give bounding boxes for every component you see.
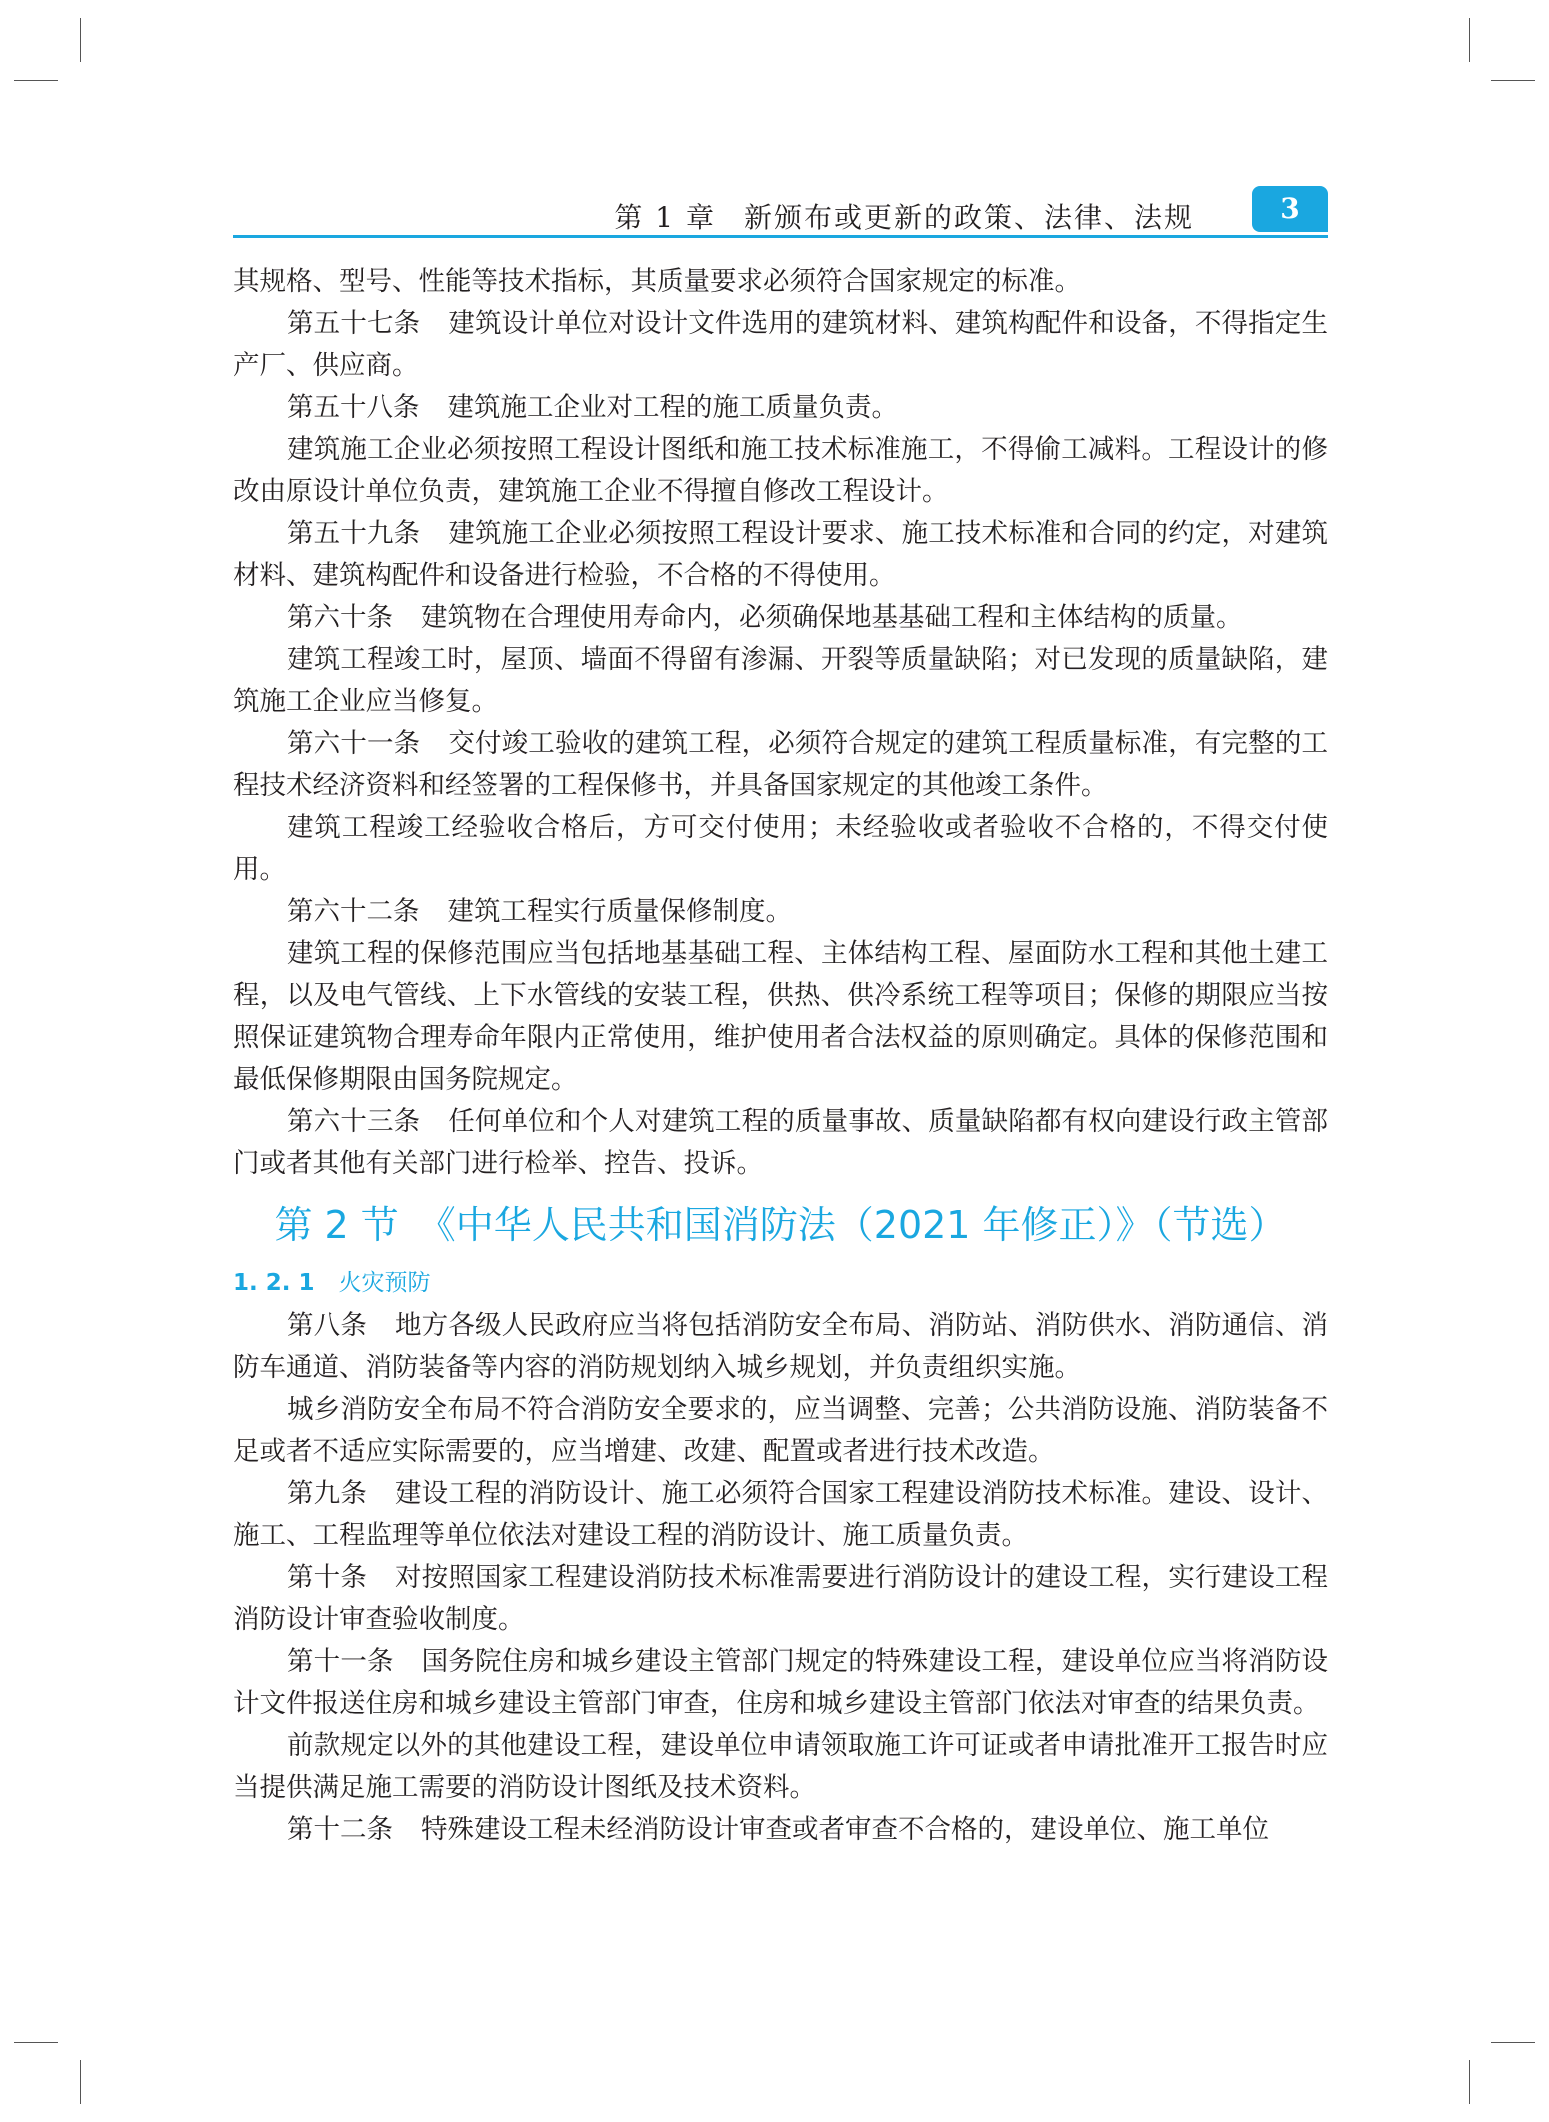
paragraph: [233, 387, 1328, 429]
paragraph-text: 城乡消防安全布局不符合消防安全要求的，应当调整、完善；公共消防设施、消防装备不足或者不适应实际需要的，应当增建、改建、配置或者进行技术改造。: [233, 1394, 1328, 1467]
paragraph-text: 国务院住房和城乡建设主管部门规定的特殊建设工程，建设单位应当将消防设计文件报送住房和城乡建设主管部门审查，住房和城乡建设主管部门依法对审查的结果负责。: [233, 1646, 1329, 1719]
paragraph: [233, 303, 1328, 387]
paragraph: [233, 1809, 1328, 1851]
paragraph-text: 对按照国家工程建设消防技术标准需要进行消防设计的建设工程，实行建设工程消防设计审查验收制度。: [233, 1562, 1329, 1635]
running-header: [233, 186, 1328, 238]
article-number: 第五十七条: [287, 308, 421, 339]
page-body: [233, 261, 1328, 1851]
crop-mark: [1469, 2060, 1470, 2104]
paragraph: [233, 261, 1328, 303]
paragraph-text: 建筑物在合理使用寿命内，必须确保地基基础工程和主体结构的质量。: [421, 602, 1243, 633]
section-title: 第 2 节 《中华人民共和国消防法（2021 年修正）》（节选）: [274, 1203, 1287, 1247]
paragraph: [233, 1725, 1328, 1809]
article-number: 第十二条: [287, 1814, 393, 1845]
paragraph: [233, 723, 1328, 807]
paragraph: [233, 1101, 1328, 1185]
paragraph-text: 特殊建设工程未经消防设计审查或者审查不合格的，建设单位、施工单位: [421, 1814, 1269, 1845]
paragraph-text: 建设工程的消防设计、施工必须符合国家工程建设消防技术标准。建设、设计、施工、工程监理等单位依法对建设工程的消防设计、施工质量负责。: [233, 1478, 1329, 1551]
paragraph-text: 建筑施工企业对工程的施工质量负责。: [447, 392, 898, 423]
paragraph: [233, 1305, 1328, 1389]
subsection-title: 火灾预防: [338, 1270, 431, 1296]
paragraph: [233, 1389, 1328, 1473]
paragraph-text: 建筑工程实行质量保修制度。: [447, 896, 792, 927]
crop-mark: [1469, 18, 1470, 62]
article-number: 第五十九条: [287, 518, 421, 549]
article-number: 第十一条: [287, 1646, 394, 1677]
subsection-heading: [233, 1265, 1328, 1301]
header-rule: [233, 235, 1328, 238]
paragraph: [233, 807, 1328, 891]
paragraphs-after: [233, 1305, 1328, 1851]
header-text: [614, 196, 1194, 236]
article-number: 第九条: [287, 1478, 367, 1509]
paragraph: [233, 597, 1328, 639]
paragraph-text: 任何单位和个人对建筑工程的质量事故、质量缺陷都有权向建设行政主管部门或者其他有关部门进行检举、控告、投诉。: [233, 1106, 1329, 1179]
paragraph: [233, 1473, 1328, 1557]
paragraph: [233, 1557, 1328, 1641]
chapter-title: 新颁布或更新的政策、法律、法规: [743, 201, 1194, 234]
article-number: 第六十条: [287, 602, 393, 633]
crop-mark: [1491, 80, 1535, 81]
crop-mark: [80, 18, 81, 62]
paragraph-text: 建筑工程竣工经验收合格后，方可交付使用；未经验收或者验收不合格的，不得交付使用。: [233, 812, 1328, 885]
paragraph-text: 建筑工程的保修范围应当包括地基基础工程、主体结构工程、屋面防水工程和其他土建工程，以及电气管线、上下水管线的安装工程，供热、供冷系统工程等项目；保修的期限应当按照保证建筑物合理寿命年限内正常使用，维护使用者合法权益的原则确定。具体的保修范围和最低保修期限由国务院规定。: [233, 938, 1328, 1095]
crop-mark: [14, 80, 58, 81]
paragraph-text: 交付竣工验收的建筑工程，必须符合规定的建筑工程质量标准，有完整的工程技术经济资料和经签署的工程保修书，并具备国家规定的其他竣工条件。: [233, 728, 1329, 801]
article-number: 第十条: [287, 1562, 367, 1593]
paragraph-text: 前款规定以外的其他建设工程，建设单位申请领取施工许可证或者申请批准开工报告时应当提供满足施工需要的消防设计图纸及技术资料。: [233, 1730, 1328, 1803]
paragraph-text: 地方各级人民政府应当将包括消防安全布局、消防站、消防供水、消防通信、消防车通道、消防装备等内容的消防规划纳入城乡规划，并负责组织实施。: [233, 1310, 1329, 1383]
paragraph-text: 建筑施工企业必须按照工程设计要求、施工技术标准和合同的约定，对建筑材料、建筑构配件和设备进行检验，不合格的不得使用。: [233, 518, 1329, 591]
paragraphs-before: [233, 261, 1328, 1185]
paragraph: [233, 891, 1328, 933]
crop-mark: [1491, 2042, 1535, 2043]
article-number: 第八条: [287, 1310, 367, 1341]
paragraph: [233, 513, 1328, 597]
article-number: 第六十三条: [287, 1106, 421, 1137]
paragraph: [233, 933, 1328, 1101]
paragraph-text: 建筑工程竣工时，屋顶、墙面不得留有渗漏、开裂等质量缺陷；对已发现的质量缺陷，建筑施工企业应当修复。: [233, 644, 1328, 717]
paragraph: [233, 639, 1328, 723]
paragraph-text: 建筑施工企业必须按照工程设计图纸和施工技术标准施工，不得偷工减料。工程设计的修改由原设计单位负责，建筑施工企业不得擅自修改工程设计。: [233, 434, 1328, 507]
chapter-label: 第 1 章: [614, 201, 716, 234]
article-number: 第六十一条: [287, 728, 421, 759]
crop-mark: [14, 2042, 58, 2043]
paragraph: [233, 429, 1328, 513]
subsection-number: 1. 2. 1: [233, 1270, 315, 1296]
crop-mark: [80, 2060, 81, 2104]
paragraph-text: 建筑设计单位对设计文件选用的建筑材料、建筑构配件和设备，不得指定生产厂、供应商。: [233, 308, 1329, 381]
article-number: 第五十八条: [287, 392, 420, 423]
page-number: 3: [1252, 186, 1328, 232]
article-number: 第六十二条: [287, 896, 420, 927]
paragraph-text: 其规格、型号、性能等技术指标，其质量要求必须符合国家规定的标准。: [233, 266, 1081, 297]
paragraph: [233, 1641, 1328, 1725]
